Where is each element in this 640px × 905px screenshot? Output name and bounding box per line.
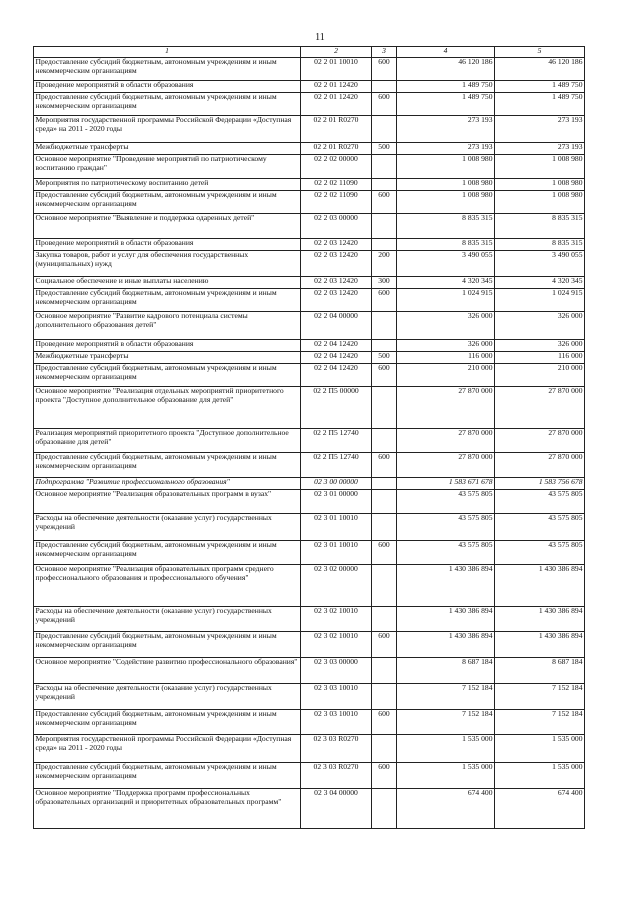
table-row xyxy=(34,179,585,191)
row-code-cell: 02 2 01 10010 xyxy=(301,58,372,81)
row-expense-type-cell: 600 xyxy=(372,364,397,387)
row-name-cell: Предоставление субсидий бюджетным, автономным учреждениям и иным некоммерческим организациям xyxy=(34,632,301,658)
row-amount-5-cell: 1 583 756 678 xyxy=(495,478,585,490)
table-row xyxy=(34,735,585,763)
row-expense-type-cell xyxy=(372,478,397,490)
table-row xyxy=(34,81,585,93)
row-expense-type-cell xyxy=(372,340,397,352)
row-expense-type-cell xyxy=(372,116,397,143)
table-row xyxy=(34,387,585,429)
table-row xyxy=(34,607,585,632)
row-name-cell: Расходы на обеспечение деятельности (оказание услуг) государственных учреждений xyxy=(34,684,301,710)
row-amount-4-cell: 4 320 345 xyxy=(397,277,495,289)
row-amount-5-cell: 210 000 xyxy=(495,364,585,387)
row-code-cell: 02 2 01 R0270 xyxy=(301,116,372,143)
row-amount-5-cell: 43 575 805 xyxy=(495,541,585,565)
row-code-cell: 02 2 03 12420 xyxy=(301,277,372,289)
table-header-row xyxy=(34,47,585,58)
table-row xyxy=(34,143,585,155)
row-amount-5-cell: 1 008 980 xyxy=(495,155,585,179)
row-name-cell: Расходы на обеспечение деятельности (оказание услуг) государственных учреждений xyxy=(34,607,301,632)
row-name-cell: Мероприятия по патриотическому воспитанию детей xyxy=(34,179,301,191)
table-row xyxy=(34,58,585,81)
table-row xyxy=(34,789,585,829)
row-expense-type-cell xyxy=(372,387,397,429)
row-amount-5-cell: 43 575 805 xyxy=(495,514,585,541)
row-amount-4-cell: 1 008 980 xyxy=(397,155,495,179)
row-expense-type-cell: 300 xyxy=(372,277,397,289)
row-code-cell: 02 3 03 R0270 xyxy=(301,735,372,763)
row-amount-4-cell: 27 870 000 xyxy=(397,429,495,453)
row-amount-4-cell: 326 000 xyxy=(397,312,495,340)
budget-table xyxy=(33,46,585,829)
row-name-cell: Реализация мероприятий приоритетного проекта "Доступное дополнительное образование для детей" xyxy=(34,429,301,453)
row-name-cell: Основное мероприятие "Поддержка программ профессиональных образовательных организаций и приоритетных образовательных программ" xyxy=(34,789,301,829)
row-name-cell: Основное мероприятие "Развитие кадрового потенциала системы дополнительного образования детей" xyxy=(34,312,301,340)
row-amount-5-cell: 27 870 000 xyxy=(495,453,585,478)
table-row xyxy=(34,710,585,735)
row-name-cell: Предоставление субсидий бюджетным, автономным учреждениям и иным некоммерческим организациям xyxy=(34,58,301,81)
row-amount-4-cell: 46 120 186 xyxy=(397,58,495,81)
row-amount-5-cell: 116 000 xyxy=(495,352,585,364)
row-name-cell: Проведение мероприятий в области образования xyxy=(34,340,301,352)
table-row xyxy=(34,632,585,658)
row-amount-4-cell: 210 000 xyxy=(397,364,495,387)
table-row xyxy=(34,541,585,565)
row-code-cell: 02 3 03 R0270 xyxy=(301,763,372,789)
row-amount-5-cell: 8 835 315 xyxy=(495,214,585,239)
row-expense-type-cell xyxy=(372,789,397,829)
table-row xyxy=(34,251,585,277)
row-amount-5-cell: 1 535 000 xyxy=(495,763,585,789)
row-amount-4-cell: 1 430 386 894 xyxy=(397,565,495,607)
row-code-cell: 02 3 01 10010 xyxy=(301,514,372,541)
row-amount-4-cell: 1 430 386 894 xyxy=(397,632,495,658)
row-code-cell: 02 3 03 10010 xyxy=(301,684,372,710)
row-expense-type-cell xyxy=(372,239,397,251)
table-row xyxy=(34,478,585,490)
table-row xyxy=(34,763,585,789)
row-amount-5-cell: 1 430 386 894 xyxy=(495,565,585,607)
row-amount-5-cell: 8 687 184 xyxy=(495,658,585,684)
row-name-cell: Предоставление субсидий бюджетным, автономным учреждениям и иным некоммерческим организациям xyxy=(34,763,301,789)
row-amount-4-cell: 1 008 980 xyxy=(397,179,495,191)
row-amount-4-cell: 43 575 805 xyxy=(397,514,495,541)
row-amount-5-cell: 674 400 xyxy=(495,789,585,829)
column-header-code: 2 xyxy=(301,47,372,58)
row-expense-type-cell: 200 xyxy=(372,251,397,277)
row-amount-5-cell: 1 535 000 xyxy=(495,735,585,763)
row-amount-4-cell: 1 489 750 xyxy=(397,81,495,93)
row-amount-4-cell: 1 430 386 894 xyxy=(397,607,495,632)
row-amount-5-cell: 1 489 750 xyxy=(495,81,585,93)
row-amount-4-cell: 273 193 xyxy=(397,143,495,155)
row-amount-5-cell: 1 008 980 xyxy=(495,179,585,191)
table-row xyxy=(34,684,585,710)
row-amount-4-cell: 116 000 xyxy=(397,352,495,364)
row-expense-type-cell: 600 xyxy=(372,93,397,116)
row-amount-5-cell: 326 000 xyxy=(495,340,585,352)
row-expense-type-cell xyxy=(372,565,397,607)
row-name-cell: Предоставление субсидий бюджетным, автономным учреждениям и иным некоммерческим организациям xyxy=(34,191,301,214)
table-row xyxy=(34,277,585,289)
row-name-cell: Предоставление субсидий бюджетным, автономным учреждениям и иным некоммерческим организациям xyxy=(34,289,301,312)
row-name-cell: Мероприятия государственной программы Российской Федерации «Доступная среда» на 2011 - 2020 годы xyxy=(34,735,301,763)
row-name-cell: Основное мероприятие "Реализация образовательных программ в вузах" xyxy=(34,490,301,514)
row-name-cell: Основное мероприятие "Реализация образовательных программ среднего профессионального образования и профессионального обучения" xyxy=(34,565,301,607)
page-number: 11 xyxy=(315,32,325,43)
row-expense-type-cell xyxy=(372,312,397,340)
row-amount-5-cell: 3 490 055 xyxy=(495,251,585,277)
row-expense-type-cell: 500 xyxy=(372,143,397,155)
row-name-cell: Закупка товаров, работ и услуг для обеспечения государственных (муниципальных) нужд xyxy=(34,251,301,277)
table-row xyxy=(34,312,585,340)
table-row xyxy=(34,565,585,607)
row-code-cell: 02 2 04 12420 xyxy=(301,364,372,387)
row-expense-type-cell xyxy=(372,81,397,93)
row-amount-5-cell: 7 152 184 xyxy=(495,684,585,710)
row-amount-4-cell: 43 575 805 xyxy=(397,541,495,565)
row-amount-5-cell: 1 489 750 xyxy=(495,93,585,116)
row-amount-5-cell: 27 870 000 xyxy=(495,429,585,453)
table-row xyxy=(34,340,585,352)
row-name-cell: Проведение мероприятий в области образования xyxy=(34,239,301,251)
table-row xyxy=(34,155,585,179)
row-expense-type-cell xyxy=(372,735,397,763)
row-code-cell: 02 3 02 10010 xyxy=(301,607,372,632)
row-amount-5-cell: 273 193 xyxy=(495,116,585,143)
table-row xyxy=(34,352,585,364)
row-name-cell: Основное мероприятие "Содействие развитию профессионального образования" xyxy=(34,658,301,684)
row-code-cell: 02 2 01 R0270 xyxy=(301,143,372,155)
table-row xyxy=(34,453,585,478)
row-amount-4-cell: 7 152 184 xyxy=(397,684,495,710)
row-amount-5-cell: 43 575 805 xyxy=(495,490,585,514)
row-expense-type-cell: 600 xyxy=(372,541,397,565)
row-amount-5-cell: 1 430 386 894 xyxy=(495,607,585,632)
row-expense-type-cell xyxy=(372,658,397,684)
row-name-cell: Социальное обеспечение и иные выплаты населению xyxy=(34,277,301,289)
row-name-cell: Предоставление субсидий бюджетным, автономным учреждениям и иным некоммерческим организациям xyxy=(34,541,301,565)
row-amount-5-cell: 326 000 xyxy=(495,312,585,340)
row-name-cell: Основное мероприятие "Реализация отдельных мероприятий приоритетного проекта "Доступное дополнительное образование для детей" xyxy=(34,387,301,429)
row-name-cell: Межбюджетные трансферты xyxy=(34,352,301,364)
row-code-cell: 02 2 04 12420 xyxy=(301,340,372,352)
row-amount-4-cell: 3 490 055 xyxy=(397,251,495,277)
row-expense-type-cell xyxy=(372,179,397,191)
row-code-cell: 02 2 03 12420 xyxy=(301,239,372,251)
table-row xyxy=(34,514,585,541)
row-expense-type-cell: 600 xyxy=(372,763,397,789)
row-amount-4-cell: 1 535 000 xyxy=(397,735,495,763)
row-expense-type-cell: 600 xyxy=(372,58,397,81)
row-code-cell: 02 2 03 12420 xyxy=(301,251,372,277)
row-amount-5-cell: 7 152 184 xyxy=(495,710,585,735)
table-row xyxy=(34,289,585,312)
row-name-cell: Основное мероприятие "Выявление и поддержка одаренных детей" xyxy=(34,214,301,239)
row-amount-4-cell: 273 193 xyxy=(397,116,495,143)
row-code-cell: 02 2 03 00000 xyxy=(301,214,372,239)
row-code-cell: 02 2 04 00000 xyxy=(301,312,372,340)
row-code-cell: 02 3 02 10010 xyxy=(301,632,372,658)
table-row xyxy=(34,658,585,684)
row-name-cell: Предоставление субсидий бюджетным, автономным учреждениям и иным некоммерческим организациям xyxy=(34,364,301,387)
row-code-cell: 02 2 П5 00000 xyxy=(301,387,372,429)
row-code-cell: 02 2 02 00000 xyxy=(301,155,372,179)
table-row xyxy=(34,191,585,214)
row-amount-5-cell: 46 120 186 xyxy=(495,58,585,81)
row-code-cell: 02 3 02 00000 xyxy=(301,565,372,607)
row-amount-4-cell: 27 870 000 xyxy=(397,453,495,478)
table-row xyxy=(34,93,585,116)
row-name-cell: Предоставление субсидий бюджетным, автономным учреждениям и иным некоммерческим организациям xyxy=(34,93,301,116)
table-row xyxy=(34,364,585,387)
row-amount-5-cell: 4 320 345 xyxy=(495,277,585,289)
row-code-cell: 02 2 03 12420 xyxy=(301,289,372,312)
row-expense-type-cell: 600 xyxy=(372,710,397,735)
row-expense-type-cell xyxy=(372,514,397,541)
row-code-cell: 02 3 03 10010 xyxy=(301,710,372,735)
row-code-cell: 02 2 01 12420 xyxy=(301,93,372,116)
row-code-cell: 02 2 04 12420 xyxy=(301,352,372,364)
row-amount-4-cell: 27 870 000 xyxy=(397,387,495,429)
row-amount-4-cell: 1 024 915 xyxy=(397,289,495,312)
row-amount-4-cell: 8 687 184 xyxy=(397,658,495,684)
row-amount-4-cell: 1 008 980 xyxy=(397,191,495,214)
row-amount-5-cell: 1 024 915 xyxy=(495,289,585,312)
row-amount-4-cell: 8 835 315 xyxy=(397,239,495,251)
row-amount-5-cell: 27 870 000 xyxy=(495,387,585,429)
row-amount-4-cell: 1 583 671 678 xyxy=(397,478,495,490)
row-code-cell: 02 2 П5 12740 xyxy=(301,429,372,453)
row-amount-5-cell: 8 835 315 xyxy=(495,239,585,251)
table-row xyxy=(34,214,585,239)
row-code-cell: 02 3 01 00000 xyxy=(301,490,372,514)
row-amount-4-cell: 8 835 315 xyxy=(397,214,495,239)
row-name-cell: Предоставление субсидий бюджетным, автономным учреждениям и иным некоммерческим организациям xyxy=(34,710,301,735)
row-code-cell: 02 3 03 00000 xyxy=(301,658,372,684)
row-code-cell: 02 3 00 00000 xyxy=(301,478,372,490)
column-header-amount-5: 5 xyxy=(495,47,585,58)
row-expense-type-cell: 500 xyxy=(372,352,397,364)
row-code-cell: 02 2 01 12420 xyxy=(301,81,372,93)
table-row xyxy=(34,239,585,251)
table-body xyxy=(34,58,585,829)
row-amount-4-cell: 1 535 000 xyxy=(397,763,495,789)
table-row xyxy=(34,490,585,514)
row-expense-type-cell xyxy=(372,607,397,632)
row-expense-type-cell: 600 xyxy=(372,632,397,658)
column-header-amount-4: 4 xyxy=(397,47,495,58)
row-name-cell: Межбюджетные трансферты xyxy=(34,143,301,155)
row-amount-5-cell: 1 430 386 894 xyxy=(495,632,585,658)
row-amount-5-cell: 1 008 980 xyxy=(495,191,585,214)
row-amount-4-cell: 43 575 805 xyxy=(397,490,495,514)
row-expense-type-cell xyxy=(372,214,397,239)
column-header-name: 1 xyxy=(34,47,301,58)
table-row xyxy=(34,429,585,453)
row-expense-type-cell: 600 xyxy=(372,453,397,478)
column-header-type: 3 xyxy=(372,47,397,58)
row-expense-type-cell xyxy=(372,490,397,514)
row-expense-type-cell xyxy=(372,155,397,179)
row-name-cell: Предоставление субсидий бюджетным, автономным учреждениям и иным некоммерческим организациям xyxy=(34,453,301,478)
row-code-cell: 02 2 02 11090 xyxy=(301,191,372,214)
row-amount-5-cell: 273 193 xyxy=(495,143,585,155)
row-amount-4-cell: 326 000 xyxy=(397,340,495,352)
row-expense-type-cell: 600 xyxy=(372,289,397,312)
row-amount-4-cell: 674 400 xyxy=(397,789,495,829)
row-name-cell: Основное мероприятие "Проведение мероприятий по патриотическому воспитанию граждан" xyxy=(34,155,301,179)
row-expense-type-cell: 600 xyxy=(372,191,397,214)
row-code-cell: 02 3 01 10010 xyxy=(301,541,372,565)
row-amount-4-cell: 7 152 184 xyxy=(397,710,495,735)
row-amount-4-cell: 1 489 750 xyxy=(397,93,495,116)
row-code-cell: 02 2 02 11090 xyxy=(301,179,372,191)
row-name-cell: Мероприятия государственной программы Российской Федерации «Доступная среда» на 2011 - 2020 годы xyxy=(34,116,301,143)
row-name-cell: Расходы на обеспечение деятельности (оказание услуг) государственных учреждений xyxy=(34,514,301,541)
row-code-cell: 02 2 П5 12740 xyxy=(301,453,372,478)
row-code-cell: 02 3 04 00000 xyxy=(301,789,372,829)
row-name-cell: Подпрограмма "Развитие профессионального образования" xyxy=(34,478,301,490)
row-expense-type-cell xyxy=(372,684,397,710)
row-name-cell: Проведение мероприятий в области образования xyxy=(34,81,301,93)
table-row xyxy=(34,116,585,143)
row-expense-type-cell xyxy=(372,429,397,453)
